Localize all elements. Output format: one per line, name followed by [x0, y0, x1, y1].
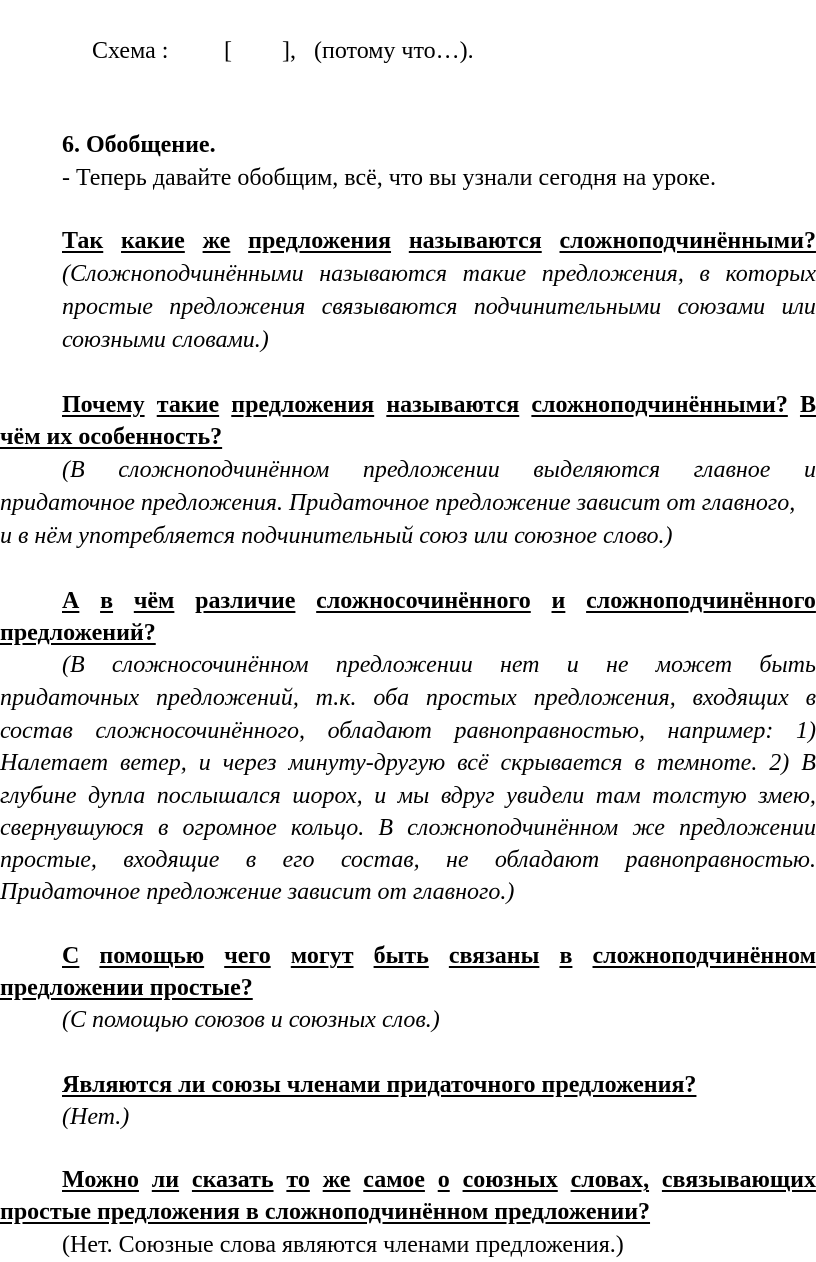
answer-1-line-3: союзными словами.) [62, 327, 269, 353]
schema-label: Схема : [92, 38, 169, 64]
question-6-line-1: Можно ли сказать то же самое о союзных словах, связывающих [62, 1167, 816, 1193]
section-heading: 6. Обобщение. [62, 132, 216, 158]
answer-3-line-1: (В сложносочинённом предложении нет и не может быть [62, 652, 816, 678]
answer-2-line-3: и в нём употребляется подчинительный союз или союзное слово.) [0, 523, 673, 549]
answer-3-line-4: Налетает ветер, и через минуту-другую всё скрывается в темноте. 2) В [0, 750, 816, 776]
answer-3-line-8: Придаточное предложение зависит от главного.) [0, 879, 515, 905]
answer-2-line-2: придаточное предложения. Придаточное предложение зависит от главного, [0, 490, 796, 516]
question-2-line-2: чём их особенность? [0, 424, 223, 450]
answer-1-line-2: простые предложения связываются подчинительными союзами или [62, 294, 816, 320]
schema-bracket-open: [ [224, 38, 232, 64]
answer-3-line-3: состав сложносочинённого, обладают равноправностью, например: 1) [0, 718, 816, 744]
answer-3-line-2: придаточных предложений, т.к. оба простых предложения, входящих в [0, 685, 816, 711]
question-3-line-2: предложений? [0, 620, 156, 646]
schema-tail: (потому что…). [314, 38, 474, 64]
answer-4-line-1: (С помощью союзов и союзных слов.) [62, 1007, 440, 1033]
answer-3-line-7: простые, входящие в его состав, не обладают равноправностью. [0, 847, 816, 873]
schema-bracket-close: ], [282, 38, 296, 64]
section-intro: - Теперь давайте обобщим, всё, что вы узнали сегодня на уроке. [62, 165, 716, 191]
question-5-line-1: Являются ли союзы членами придаточного предложения? [62, 1072, 697, 1098]
answer-3-line-5: глубине дупла послышался шорох, и мы вдруг увидели там толстую змею, [0, 783, 816, 809]
answer-1-line-1: (Сложноподчинёнными называются такие предложения, в которых [62, 261, 816, 287]
question-3-line-1: А в чём различие сложносочинённого и сложноподчинённого [62, 588, 816, 614]
question-2-line-1: Почему такие предложения называются сложноподчинёнными? В [62, 392, 816, 418]
answer-3-line-6: свернувшуюся в огромное кольцо. В сложноподчинённом же предложении [0, 815, 816, 841]
question-1-line-1: Так какие же предложения называются сложноподчинёнными? [62, 228, 816, 254]
answer-2-line-1: (В сложноподчинённом предложении выделяются главное и [62, 457, 816, 483]
question-6-line-2: простые предложения в сложноподчинённом предложении? [0, 1199, 651, 1225]
question-4-line-1: С помощью чего могут быть связаны в сложноподчинённом [62, 943, 816, 969]
answer-6-line-1: (Нет. Союзные слова являются членами предложения.) [62, 1232, 624, 1258]
question-4-line-2: предложении простые? [0, 975, 253, 1001]
answer-5-line-1: (Нет.) [62, 1104, 130, 1130]
